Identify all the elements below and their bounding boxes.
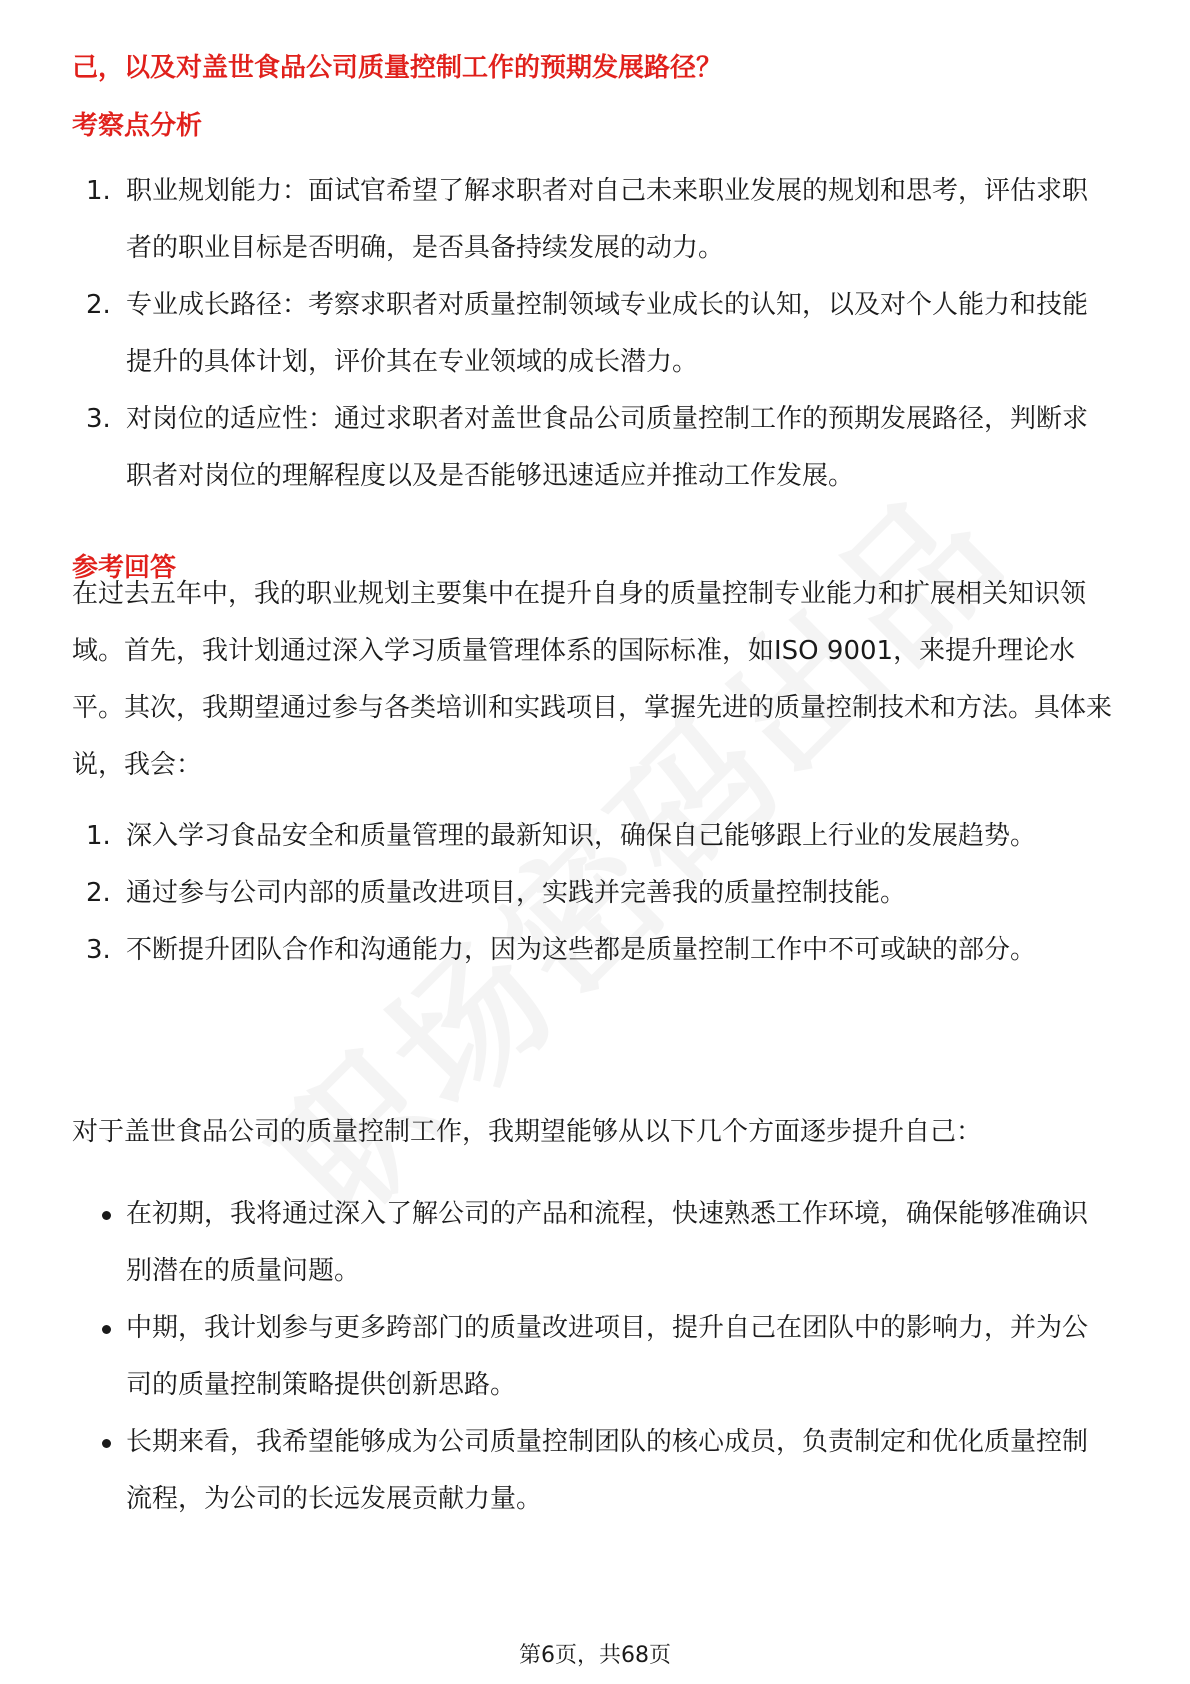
item-text: 深入学习食品安全和质量管理的最新知识，确保自己能够跟上行业的发展趋势。: [126, 821, 1037, 851]
bullet-item: [72, 1300, 1112, 1414]
step-item: [72, 808, 1112, 865]
item-number: 2.: [86, 290, 111, 320]
step-item: [72, 865, 1112, 922]
analysis-item: [72, 391, 1112, 505]
item-text: 职业规划能力：面试官希望了解求职者对自己未来职业发展的规划和思考，评估求职者的职业目标是否明确，是否具备持续发展的动力。: [126, 176, 1089, 263]
bullet-item: [72, 1186, 1112, 1300]
analysis-heading: 考察点分析: [72, 111, 203, 141]
future-intro: 对于盖世食品公司的质量控制工作，我期望能够从以下几个方面逐步提升自己：: [72, 1117, 983, 1147]
steps-list: [72, 808, 1112, 979]
analysis-item: [72, 277, 1112, 391]
analysis-list: [72, 163, 1112, 505]
item-text: 专业成长路径：考察求职者对质量控制领域专业成长的认知，以及对个人能力和技能提升的具体计划，评价其在专业领域的成长潜力。: [126, 290, 1089, 377]
analysis-item: [72, 163, 1112, 277]
page-number: 第6页，共68页: [519, 1643, 671, 1668]
item-text: 通过参与公司内部的质量改进项目，实践并完善我的质量控制技能。: [126, 878, 907, 908]
item-number: 2.: [86, 878, 111, 908]
step-item: [72, 922, 1112, 979]
bullet-item: [72, 1414, 1112, 1528]
bullet-dot-icon: [102, 1325, 111, 1334]
item-text: 在初期，我将通过深入了解公司的产品和流程，快速熟悉工作环境，确保能够准确识别潜在的质量问题。: [126, 1199, 1089, 1286]
item-text: 长期来看，我希望能够成为公司质量控制团队的核心成员，负责制定和优化质量控制流程，为公司的长远发展贡献力量。: [126, 1427, 1089, 1514]
answer-intro: 在过去五年中，我的职业规划主要集中在提升自身的质量控制专业能力和扩展相关知识领域。首先，我计划通过深入学习质量管理体系的国际标准，如ISO 9001，来提升理论水平。其次，我期望通过参与各类培训和实践项目，掌握先进的质量控制技术和方法。具体来说，我会：: [72, 579, 1113, 780]
item-text: 不断提升团队合作和沟通能力，因为这些都是质量控制工作中不可或缺的部分。: [126, 935, 1037, 965]
item-text: 对岗位的适应性：通过求职者对盖世食品公司质量控制工作的预期发展路径，判断求职者对岗位的理解程度以及是否能够迅速适应并推动工作发展。: [126, 404, 1089, 491]
item-number: 3.: [86, 935, 111, 965]
item-text: 中期，我计划参与更多跨部门的质量改进项目，提升自己在团队中的影响力，并为公司的质量控制策略提供创新思路。: [126, 1313, 1089, 1400]
bullet-dot-icon: [102, 1211, 111, 1220]
answer-heading: 参考回答: [72, 553, 177, 583]
question-title-tail: 己，以及对盖世食品公司质量控制工作的预期发展路径？: [72, 53, 723, 83]
bullet-list: [72, 1186, 1112, 1528]
item-number: 1.: [86, 176, 111, 206]
bullet-dot-icon: [102, 1439, 111, 1448]
item-number: 1.: [86, 821, 111, 851]
item-number: 3.: [86, 404, 111, 434]
